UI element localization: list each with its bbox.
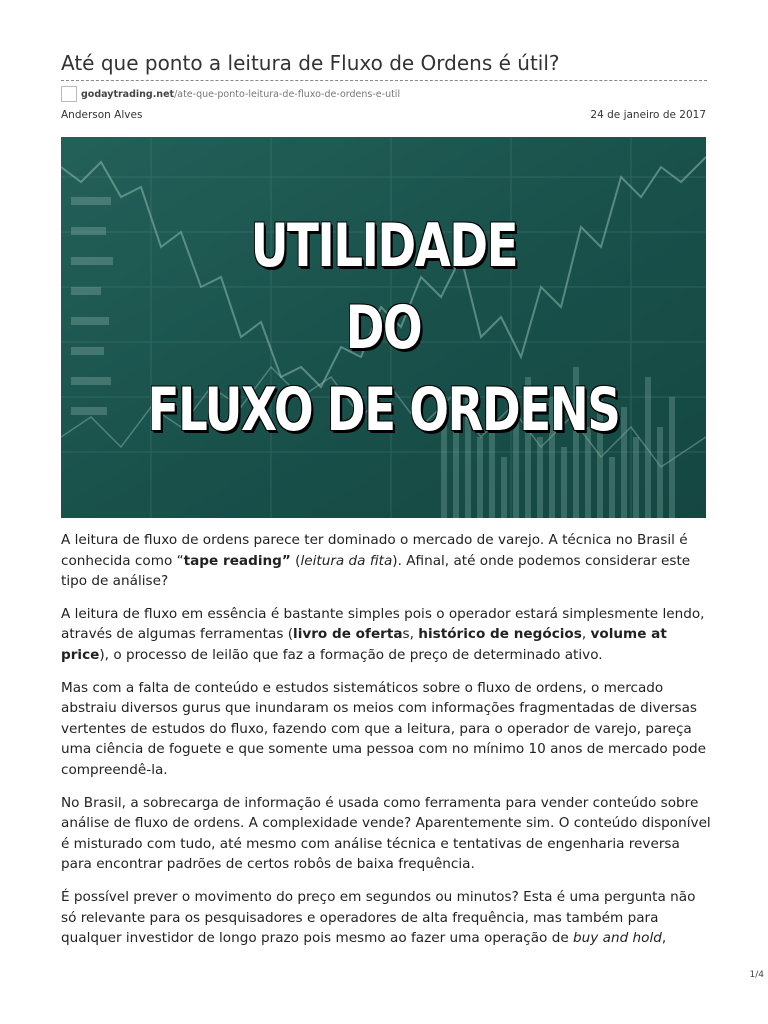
p1-text: (	[290, 552, 301, 569]
hero-line-2: DO	[345, 292, 422, 363]
page-title: Até que ponto a leitura de Fluxo de Ordens é útil?	[61, 51, 560, 75]
article-body	[61, 530, 711, 961]
author: Anderson Alves	[61, 109, 143, 121]
url-path[interactable]: /ate-que-ponto-leitura-de-fluxo-de-ordens-e-util	[174, 88, 401, 100]
p2-text: s,	[402, 626, 419, 643]
paragraph-3: Mas com a falta de conteúdo e estudos sistemáticos sobre o fluxo de ordens, o mercado abstraiu diversos gurus que inundaram os meios com informações fragmentadas de diversas vertentes de estudos do fluxo, fazendo com que a leitura, para o operador de varejo, pareça uma ciência de foguete e que somente uma pessoa com no mínimo 10 anos de mercado pode compreendê-la.	[61, 679, 706, 778]
paragraph-2	[61, 604, 711, 666]
p1-text: A leitura de fluxo de ordens parece ter dominado o mercado de varejo. A técnica no Brasil é conhecida como “	[61, 532, 688, 569]
p5-text: É possível prever o movimento do preço em segundos ou minutos? Esta é uma pergunta não só relevante para os pesquisadores e operadores de alta frequência, mas também para qualquer investidor de longo prazo pois mesmo ao fazer uma operação de	[61, 888, 696, 947]
hero-image	[61, 137, 706, 518]
paragraph-1	[61, 530, 711, 592]
source-url[interactable]	[61, 85, 400, 103]
p1-text: ). Afinal, até onde podemos considerar este tipo de análise?	[61, 552, 691, 590]
p2-text: A leitura de fluxo em essência é bastante simples pois o operador estará simplesmente lendo, através de algumas ferramentas (	[61, 605, 705, 643]
page-number: 1/4	[749, 970, 764, 980]
hero-line-3: FLUXO DE ORDENS	[147, 374, 620, 445]
p2-bold: volume at price	[61, 626, 667, 663]
p5-italic: buy and hold	[573, 930, 662, 947]
publish-date: 24 de janeiro de 2017	[590, 109, 706, 121]
hero-line-1: UTILIDADE	[250, 210, 517, 281]
p1-bold: tape reading”	[183, 552, 291, 569]
paragraph-4: No Brasil, a sobrecarga de informação é usada como ferramenta para vender conteúdo sobre análise de fluxo de ordens. A complexidade vende? Aparentemente sim. O conteúdo disponível é misturado com tudo, até mesmo com análise técnica e tentativas de engenharia reversa para encontrar padrões de certos robôs de baixa frequência.	[61, 794, 711, 873]
p1-italic: leitura da fita	[300, 552, 393, 569]
p2-bold: histórico de negócios	[418, 626, 582, 643]
p2-bold: livro de oferta	[293, 626, 403, 643]
favicon-icon	[61, 86, 77, 102]
title-divider	[61, 80, 707, 81]
p2-text: ,	[581, 626, 591, 643]
p2-text: ), o processo de leilão que faz a formação de preço de determinado ativo.	[99, 646, 603, 663]
hero-headline	[61, 137, 706, 518]
p5-text: ,	[661, 930, 667, 947]
paragraph-5	[61, 887, 711, 949]
article-meta	[61, 109, 706, 121]
url-domain[interactable]: godaytrading.net	[81, 88, 175, 100]
